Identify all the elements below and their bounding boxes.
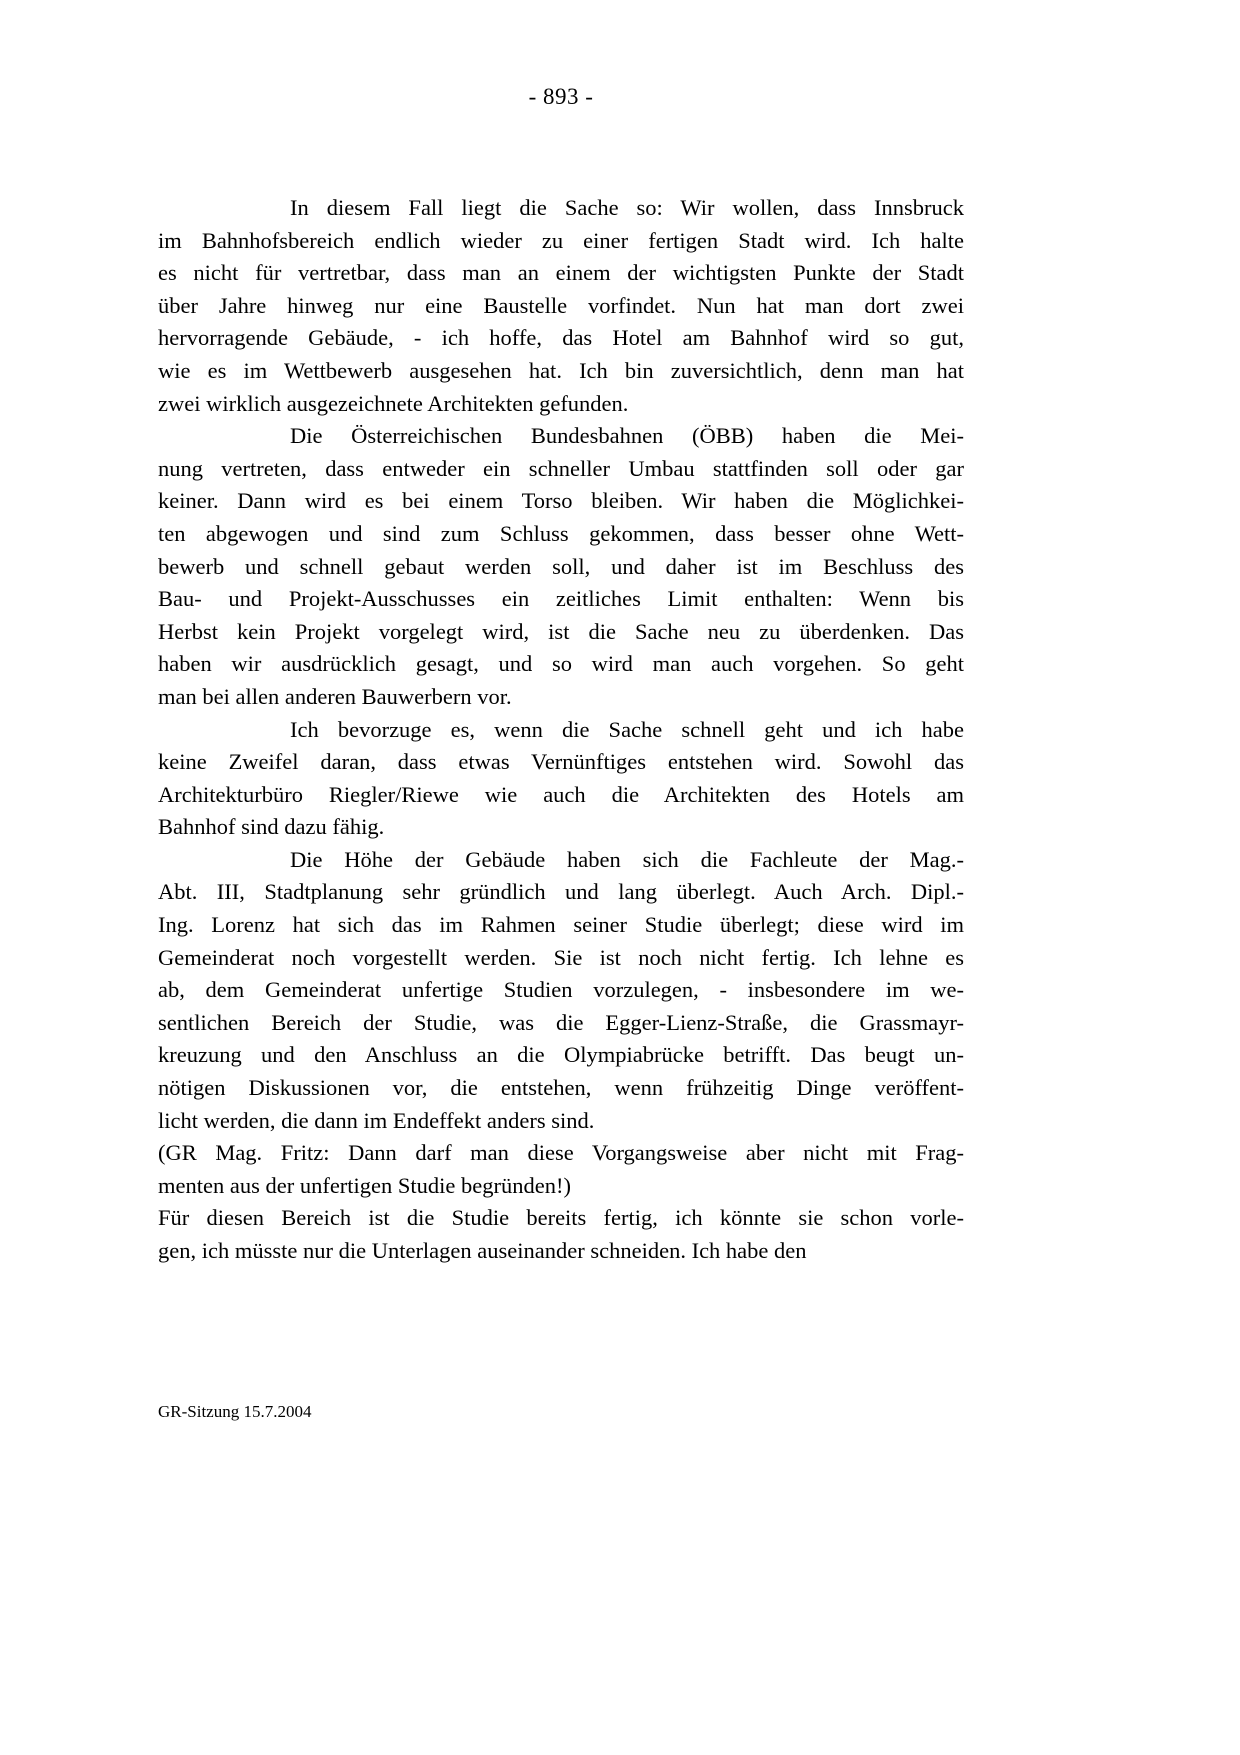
text-line: nung vertreten, dass entweder ein schneller Umbau stattfinden soll oder gar bbox=[158, 455, 964, 481]
text-line: kreuzung und den Anschluss an die Olympiabrücke betrifft. Das beugt un- bbox=[158, 1042, 964, 1068]
text-line: bewerb und schnell gebaut werden soll, und daher ist im Beschluss des bbox=[158, 553, 964, 579]
text-line: gen, ich müsste nur die Unterlagen auseinander schneiden. Ich habe den bbox=[158, 1238, 807, 1263]
text-line: Die Höhe der Gebäude haben sich die Fachleute der Mag.- bbox=[290, 846, 964, 872]
paragraph bbox=[158, 1137, 964, 1202]
text-line: es nicht für vertretbar, dass man an einem der wichtigsten Punkte der Stadt bbox=[158, 260, 964, 286]
text-line: sentlichen Bereich der Studie, was die Egger-Lienz-Straße, die Grassmayr- bbox=[158, 1009, 964, 1035]
text-line: haben wir ausdrücklich gesagt, und so wird man auch vorgehen. So geht bbox=[158, 651, 964, 677]
text-line: hervorragende Gebäude, - ich hoffe, das Hotel am Bahnhof wird so gut, bbox=[158, 325, 964, 351]
text-line: im Bahnhofsbereich endlich wieder zu einer fertigen Stadt wird. Ich halte bbox=[158, 227, 964, 253]
text-line: Die Österreichischen Bundesbahnen (ÖBB) haben die Mei- bbox=[290, 423, 964, 449]
text-line: Bahnhof sind dazu fähig. bbox=[158, 814, 385, 840]
text-line: Architekturbüro Riegler/Riewe wie auch die Architekten des Hotels am bbox=[158, 781, 964, 807]
text-line: keiner. Dann wird es bei einem Torso bleiben. Wir haben die Möglichkei- bbox=[158, 488, 964, 514]
page-body-text bbox=[158, 192, 964, 1268]
text-line: (GR Mag. Fritz: Dann darf man diese Vorgangsweise aber nicht mit Frag- bbox=[158, 1140, 964, 1166]
text-line: ab, dem Gemeinderat unfertige Studien vorzulegen, - insbesondere im we- bbox=[158, 977, 964, 1003]
text-line: menten aus der unfertigen Studie begründen!) bbox=[158, 1172, 571, 1198]
text-line: nötigen Diskussionen vor, die entstehen, wenn frühzeitig Dinge veröffent- bbox=[158, 1075, 964, 1101]
page-number: - 893 - bbox=[528, 84, 594, 109]
page-footer: GR-Sitzung 15.7.2004 bbox=[158, 1402, 312, 1421]
text-line: licht werden, die dann im Endeffekt anders sind. bbox=[158, 1107, 595, 1133]
text-line: Für diesen Bereich ist die Studie bereits fertig, ich könnte sie schon vorle- bbox=[158, 1205, 964, 1231]
text-line: Ing. Lorenz hat sich das im Rahmen seiner Studie überlegt; diese wird im bbox=[158, 912, 964, 938]
text-line: zwei wirklich ausgezeichnete Architekten gefunden. bbox=[158, 390, 629, 416]
paragraph bbox=[158, 1202, 964, 1267]
text-line: Ich bevorzuge es, wenn die Sache schnell geht und ich habe bbox=[290, 716, 964, 742]
text-line: keine Zweifel daran, dass etwas Vernünftiges entstehen wird. Sowohl das bbox=[158, 749, 964, 775]
text-line: ten abgewogen und sind zum Schluss gekommen, dass besser ohne Wett- bbox=[158, 520, 964, 546]
paragraph bbox=[158, 420, 964, 713]
paragraph bbox=[158, 714, 964, 844]
text-line: Abt. III, Stadtplanung sehr gründlich und lang überlegt. Auch Arch. Dipl.- bbox=[158, 879, 964, 905]
text-line: Gemeinderat noch vorgestellt werden. Sie ist noch nicht fertig. Ich lehne es bbox=[158, 944, 964, 970]
text-line: wie es im Wettbewerb ausgesehen hat. Ich bin zuversichtlich, denn man hat bbox=[158, 357, 964, 383]
paragraph bbox=[158, 844, 964, 1137]
paragraph bbox=[158, 192, 964, 420]
text-line: über Jahre hinweg nur eine Baustelle vorfindet. Nun hat man dort zwei bbox=[158, 292, 964, 318]
text-line: In diesem Fall liegt die Sache so: Wir wollen, dass Innsbruck bbox=[290, 195, 964, 220]
text-line: Herbst kein Projekt vorgelegt wird, ist die Sache neu zu überdenken. Das bbox=[158, 618, 964, 644]
text-line: man bei allen anderen Bauwerbern vor. bbox=[158, 683, 512, 709]
text-line: Bau- und Projekt-Ausschusses ein zeitliches Limit enthalten: Wenn bis bbox=[158, 586, 964, 612]
